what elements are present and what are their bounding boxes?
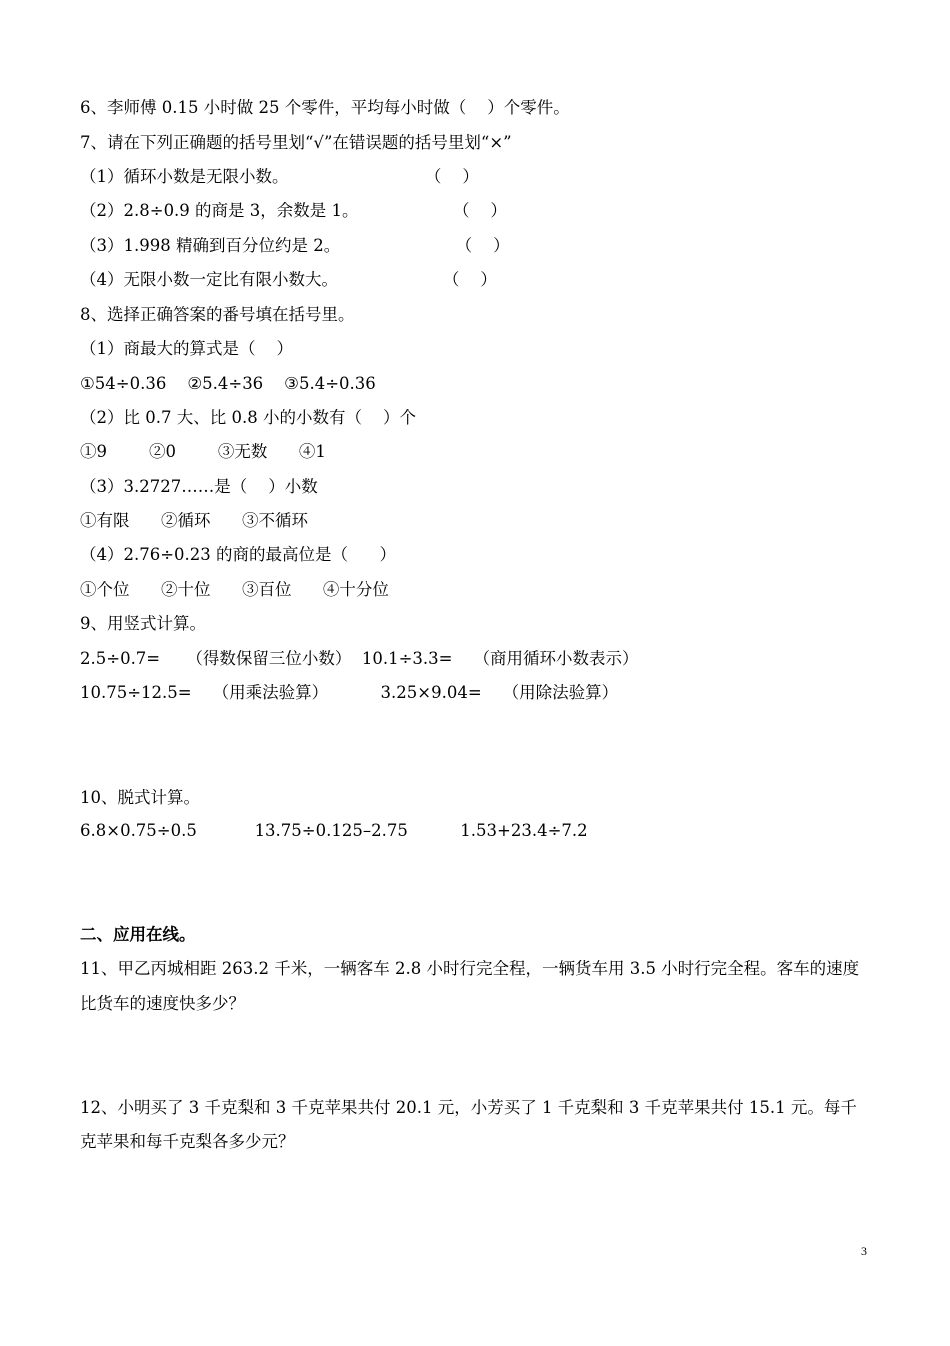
q10-heading: 10、脱式计算。 (80, 788, 200, 807)
q9-heading: 9、用竖式计算。 (80, 614, 206, 633)
q6: 6、李师傅 0.15 小时做 25 个零件，平均每小时做（ ）个零件。 (80, 98, 570, 117)
q8-item-1: （1）商最大的算式是（ ） (80, 339, 293, 358)
q11-line-1: 11、甲乙丙城相距 263.2 千米，一辆客车 2.8 小时行完全程，一辆货车用 3.5 小时行完全程。客车的速度 (80, 959, 860, 978)
section-two-heading: 二、应用在线。 (80, 925, 196, 944)
q8-item-4: （4）2.76÷0.23 的商的最高位是（ ） (80, 545, 397, 564)
q12-line-2: 克苹果和每千克梨各多少元？ (80, 1132, 295, 1151)
q8-options-1: ①54÷0.36 ②5.4÷36 ③5.4÷0.36 (80, 374, 376, 393)
q8-options-3: ①有限 ②循环 ③不循环 (80, 511, 308, 530)
q7-heading: 7、请在下列正确题的括号里划“√”在错误题的括号里划“×” (80, 133, 512, 152)
q7-item-4: （4）无限小数一定比有限小数大。 （ ） (80, 270, 497, 289)
q7-item-1: （1）循环小数是无限小数。 （ ） (80, 167, 479, 186)
page-number: 3 (861, 1244, 867, 1258)
q8-heading: 8、选择正确答案的番号填在括号里。 (80, 305, 355, 324)
q10-row: 6.8×0.75÷0.5 13.75÷0.125–2.75 1.53+23.4÷7.2 (80, 821, 588, 840)
q8-item-2: （2）比 0.7 大、比 0.8 小的小数有（ ）个 (80, 408, 416, 427)
q9-row-1: 2.5÷0.7= （得数保留三位小数） 10.1÷3.3= （商用循环小数表示） (80, 649, 639, 668)
q12-line-1: 12、小明买了 3 千克梨和 3 千克苹果共付 20.1 元，小芳买了 1 千克梨和 3 千克苹果共付 15.1 元。每千 (80, 1098, 857, 1117)
q11-line-2: 比货车的速度快多少？ (80, 994, 245, 1013)
q8-item-3: （3）3.2727……是（ ）小数 (80, 477, 318, 496)
q9-row-2: 10.75÷12.5= （用乘法验算） 3.25×9.04= （用除法验算） (80, 683, 619, 702)
q7-item-3: （3）1.998 精确到百分位约是 2。 （ ） (80, 236, 510, 255)
q7-item-2: （2）2.8÷0.9 的商是 3，余数是 1。 （ ） (80, 201, 507, 220)
q8-options-4: ①个位 ②十位 ③百位 ④十分位 (80, 580, 389, 599)
q8-options-2: ①9 ②0 ③无数 ④1 (80, 442, 326, 461)
